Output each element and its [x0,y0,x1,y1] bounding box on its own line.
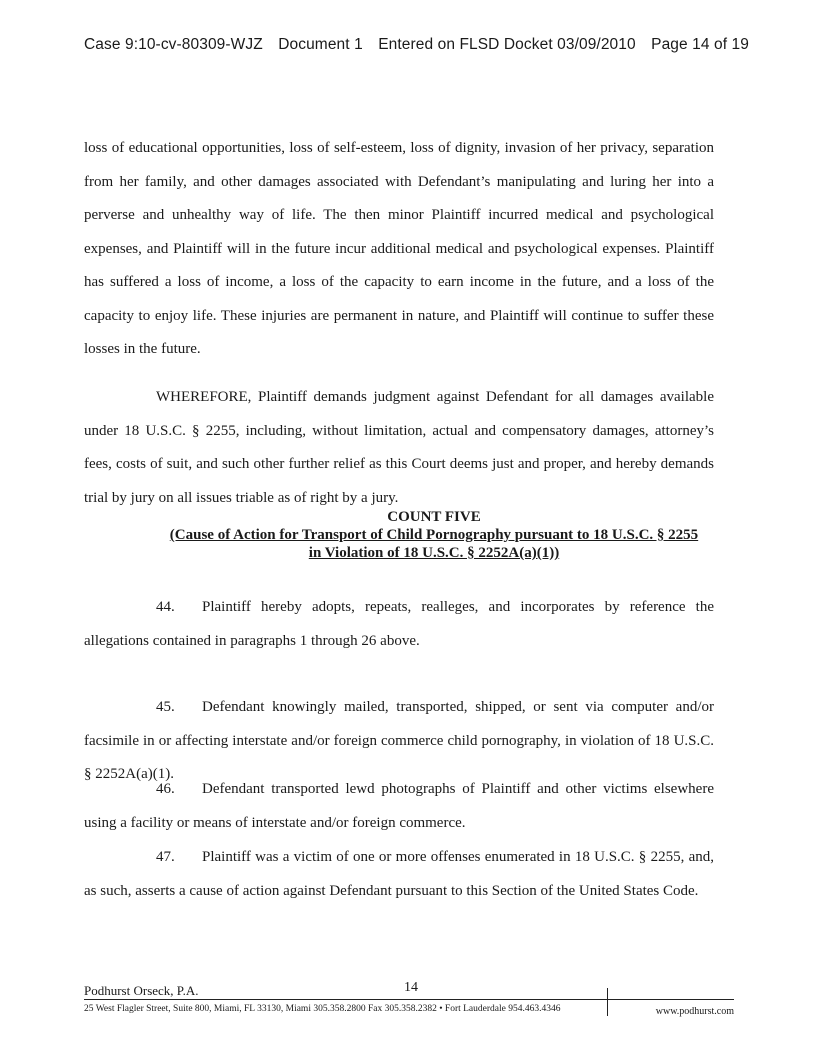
paragraph-number: 44. [156,599,175,615]
firm-website: www.podhurst.com [655,1006,734,1017]
paragraph-text: Plaintiff hereby adopts, repeats, realleges, and incorporates by reference the allegations contained in paragraphs 1 through 26 above. [84,599,714,649]
count-heading [84,508,784,562]
paragraph-text: Defendant knowingly mailed, transported, shipped, or sent via computer and/or facsimile in or affecting interstate and/or foreign commerce child pornography, in violation of 18 U.S.C. § 2252A(a)(1). [84,699,714,782]
firm-address: 25 West Flagler Street, Suite 800, Miami, FL 33130, Miami 305.358.2800 Fax 305.358.2382 • Fort Lauderdale 954.463.4346 [84,1004,561,1014]
paragraph-47 [84,841,714,908]
continuation-paragraph: loss of educational opportunities, loss of self-esteem, loss of dignity, invasion of her privacy, separation from her family, and other damages associated with Defendant’s manipulating and luring her into a perverse and unhealthy way of life. The then minor Plaintiff incurred medical and psychological expenses, and Plaintiff will in the future incur additional medical and psychological expenses. Plaintiff has suffered a loss of income, a loss of the capacity to earn income in the future, and a loss of the capacity to enjoy life. These injuries are permanent in nature, and Plaintiff will continue to suffer these losses in the future. [84,140,714,357]
docket-entry: Entered on FLSD Docket 03/09/2010 [378,36,636,53]
paragraph-46 [84,773,714,840]
footer-divider [607,988,608,1016]
paragraph-number: 47. [156,849,175,865]
document-number: Document 1 [278,36,363,53]
wherefore-paragraph: WHEREFORE, Plaintiff demands judgment against Defendant for all damages available under 18 U.S.C. § 2255, including, without limitation, actual and compensatory damages, attorney’s fees, costs of suit, and such other further relief as this Court deems just and proper, and hereby demands trial by jury on all issues triable as of right by a jury. [84,389,714,506]
count-subtitle-line-1: (Cause of Action for Transport of Child Pornography pursuant to 18 U.S.C. § 2255 [169,527,699,543]
paragraph-number: 45. [156,699,175,715]
footer-rule [84,999,734,1000]
count-subtitle-line-2: in Violation of 18 U.S.C. § 2252A(a)(1)) [308,545,560,561]
docket-header [84,36,749,54]
firm-name: Podhurst Orseck, P.A. [84,983,199,998]
paragraph-text: Defendant transported lewd photographs of Plaintiff and other victims elsewhere using a facility or means of interstate and/or foreign commerce. [84,781,714,831]
paragraph-44 [84,591,714,658]
paragraph-number: 46. [156,781,175,797]
footer-page-number: 14 [404,980,418,995]
page-indicator: Page 14 of 19 [651,36,749,53]
count-title: COUNT FIVE [387,509,481,525]
paragraph-text: Plaintiff was a victim of one or more offenses enumerated in 18 U.S.C. § 2255, and, as such, asserts a cause of action against Defendant pursuant to this Section of the United States Code. [84,849,714,899]
case-number: Case 9:10-cv-80309-WJZ [84,36,263,53]
